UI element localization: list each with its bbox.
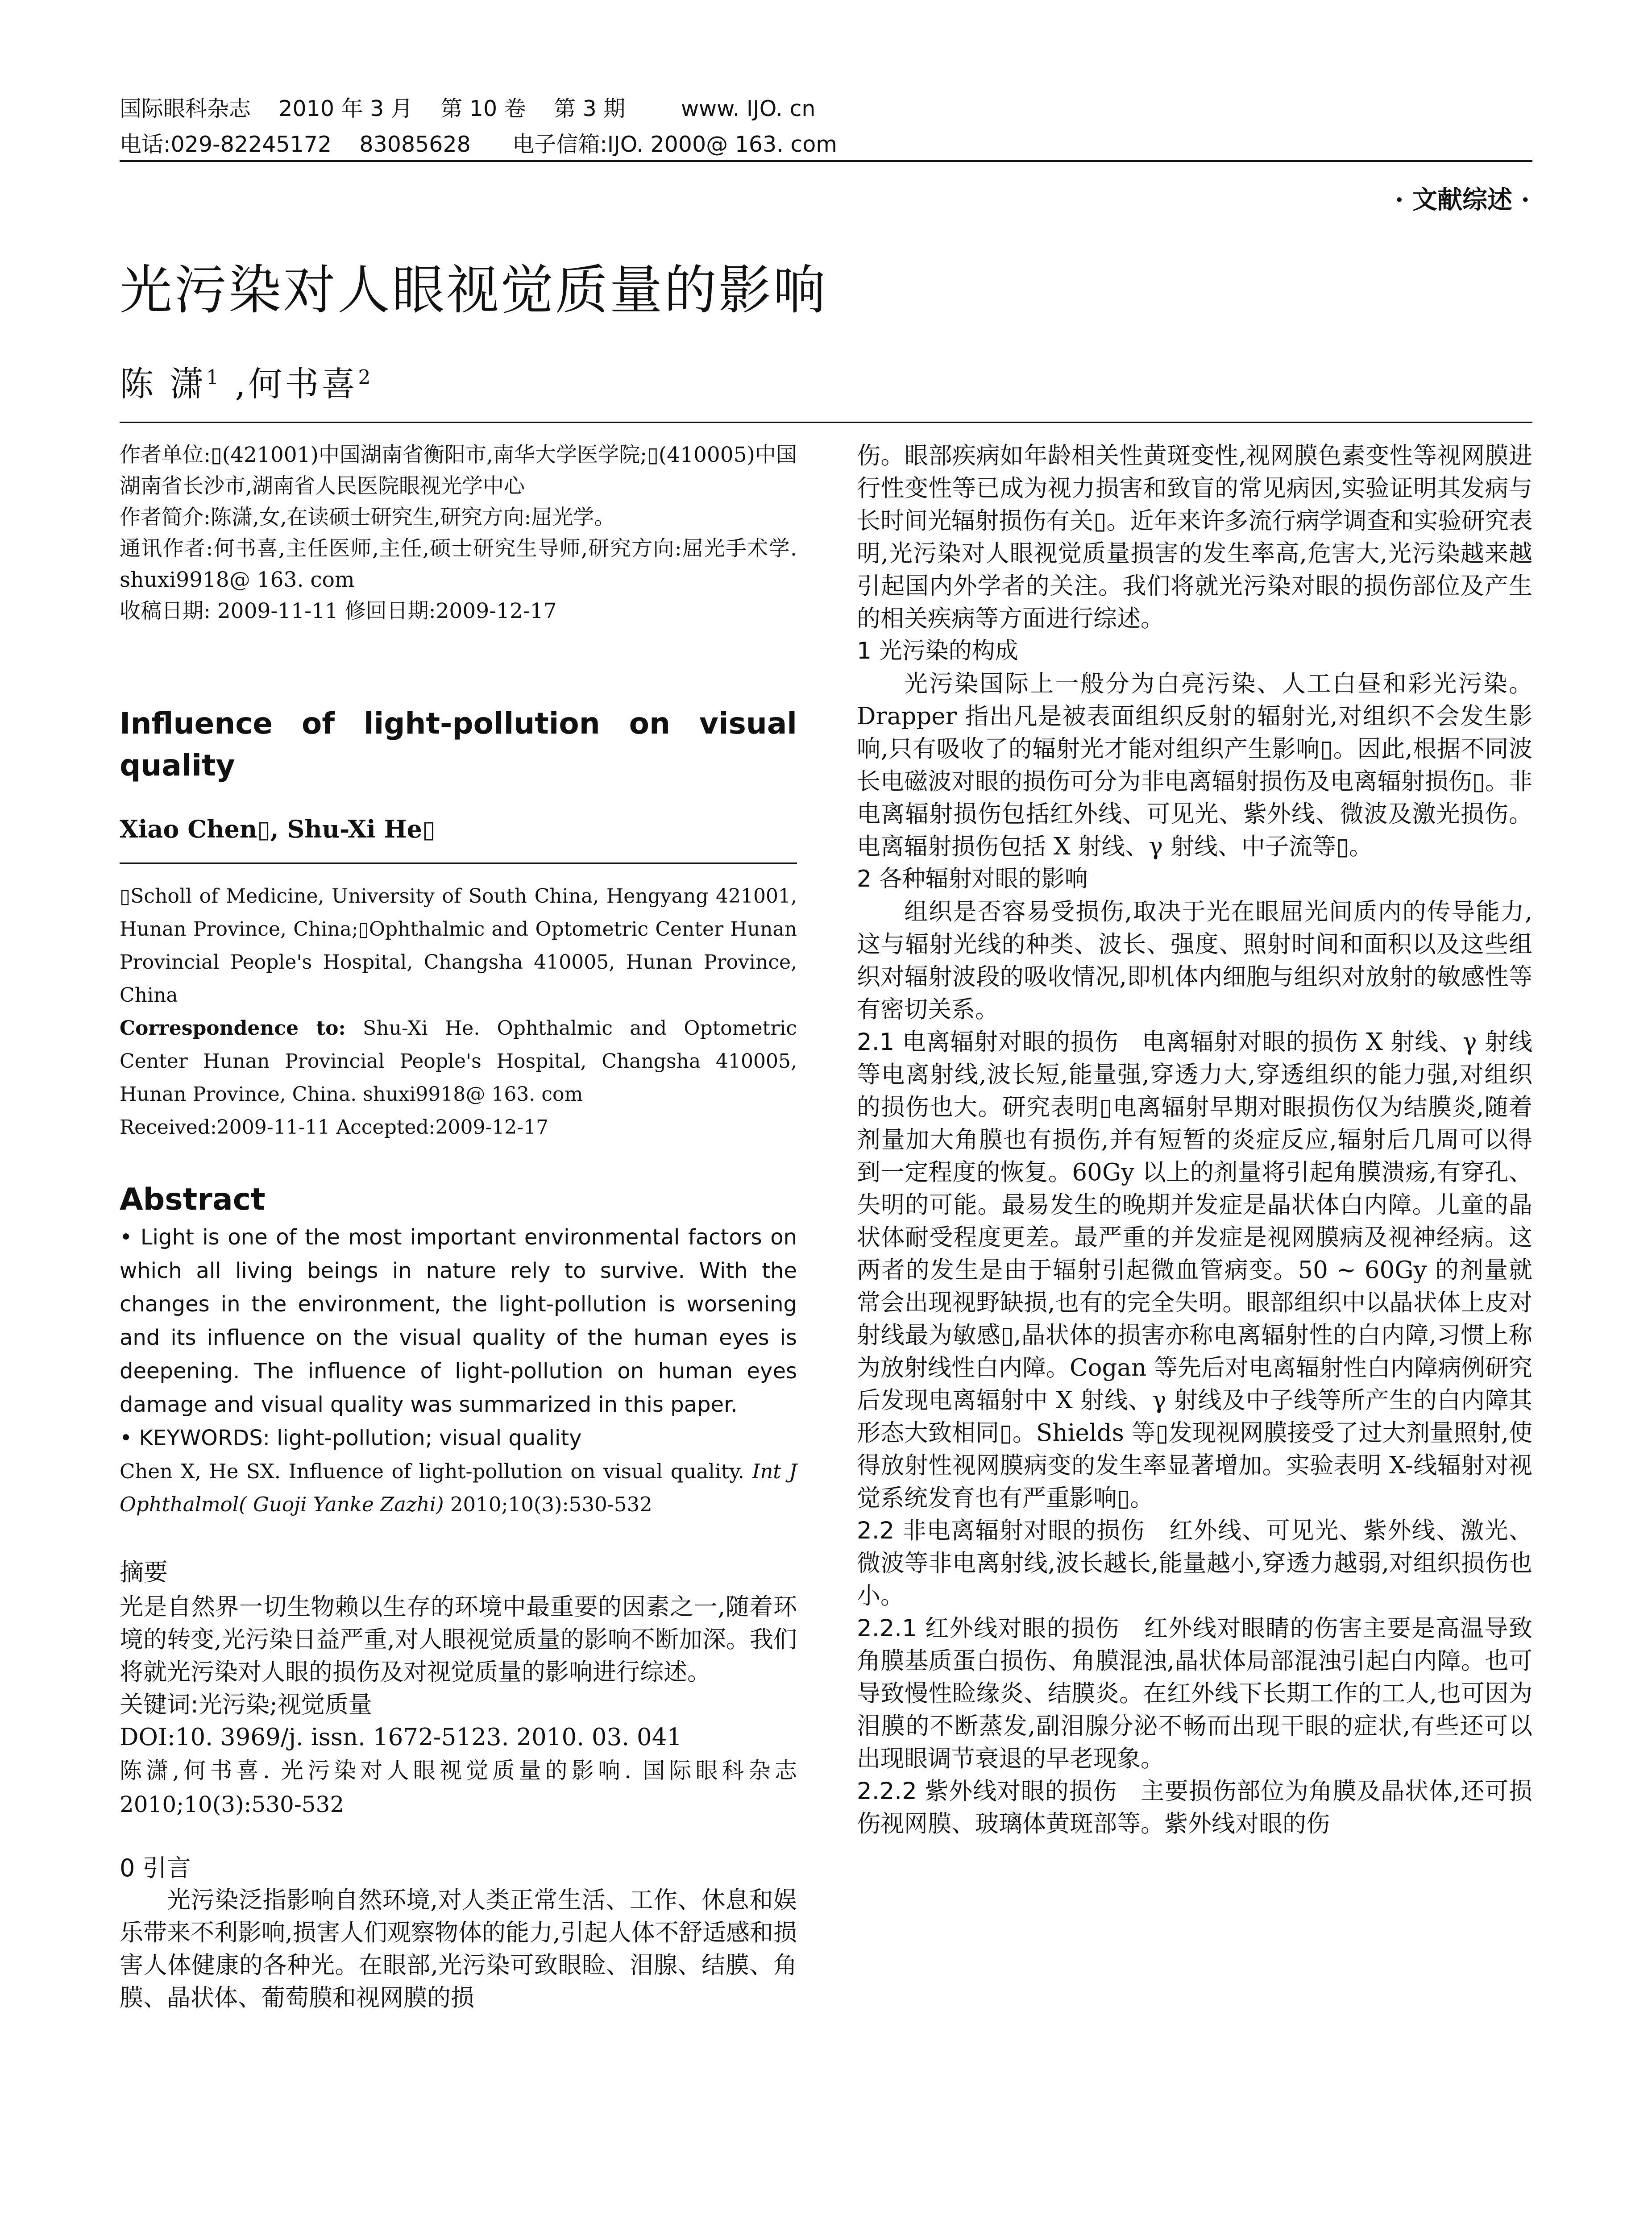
- section-2-1-body: 电离辐射对眼的损伤 X 射线、γ 射线等电离射线,波长短,能量强,穿透力大,穿透组织的能力强,对组织的损伤也大。研究表明▯电离辐射早期对眼损伤仅为结膜炎,随着剂量加大角膜也有损伤,并有短暂的炎症反应,辐射后几周可以得到一定程度的恢复。60Gy 以上的剂量将引起角膜溃疡,有穿孔、失明的可能。最易发生的晚期并发症是晶状体白内障。儿童的晶状体耐受程度更差。最严重的并发症是视网膜病及视神经病。这两者的发生是由于辐射引起微血管病变。50 ~ 60Gy 的剂量就常会出现视野缺损,也有的完全失明。眼部组织中以晶状体上皮对射线最为敏感▯,晶状体的损害亦称电离辐射性的白内障,习惯上称为放射线性白内障。Cogan 等先后对电离辐射性白内障病例研究后发现电离辐射中 X 射线、γ 射线及中子线等所产生的白内障其形态大致相同▯。Shields 等▯发现视网膜接受了过大剂量照射,使得放射性视网膜病变的发生率显著增加。实验表明 X-线辐射对视觉系统发育也有严重影响▯。: [857, 1028, 1533, 1512]
- section-2-2-2-heading: 2.2.2 紫外线对眼的损伤: [857, 1778, 1117, 1805]
- author-1-mark: 1: [206, 366, 222, 389]
- section-2-2-body: 红外线、可见光、紫外线、激光、微波等非电离射线,波长越长,能量越小,穿透力越弱,对组织损伤也小。: [857, 1517, 1532, 1609]
- citation-journal: Int J Ophthalmol( Guoji Yanke Zazhi): [120, 1460, 797, 1516]
- doi: DOI:10. 3969/j. issn. 1672-5123. 2010. 03. 041: [120, 1724, 682, 1751]
- title-rule: [120, 422, 1532, 423]
- abstract-keywords: • KEYWORDS: light-pollution; visual quality: [120, 1426, 582, 1451]
- english-title: Influence of light-pollution on visual quality: [120, 706, 797, 783]
- section-2-1: [857, 1026, 1532, 1514]
- cn-keywords-text: 光污染;视觉质量: [198, 1691, 372, 1718]
- dates-cn: 收稿日期: 2009-11-11 修回日期:2009-12-17: [120, 599, 557, 623]
- section-2-2: [857, 1514, 1532, 1612]
- english-authors: Xiao Chen▯, Shu-Xi He▯: [120, 815, 436, 843]
- cn-abstract-body: 光是自然界一切生物赖以生存的环境中最重要的因素之一,随着环境的转变,光污染日益严重,对人眼视觉质量的影响不断加深。我们将就光污染对人眼的损伤及对视觉质量的影响进行综述。: [120, 1593, 797, 1686]
- abstract-heading: Abstract: [120, 1182, 266, 1217]
- correspondence-label: Correspondence to:: [120, 1017, 346, 1040]
- citation-authors: Chen X, He SX. Influence of light-pollution on visual quality.: [120, 1460, 752, 1483]
- abstract-body: • Light is one of the most important environmental factors on which all living beings in nature rely to survive. With the changes in the environment, the light-pollution is worsening and its influence on the visual quality of the human eyes is deepening. The influence of light-pollution on human eyes damage and visual quality was summarized in this paper.: [120, 1225, 797, 1417]
- author-2: 何书喜: [248, 364, 358, 404]
- affiliation-unit: 作者单位:▯(421001)中国湖南省衡阳市,南华大学医学院;▯(410005)中国湖南省长沙市,湖南省人民医院眼视光学中心: [120, 443, 797, 498]
- author-bio: 作者简介:陈潇,女,在读硕士研究生,研究方向:屈光学。: [120, 505, 615, 530]
- section-2-2-1: [857, 1612, 1532, 1775]
- section-2-2-1-body: 红外线对眼睛的伤害主要是高温导致角膜基质蛋白损伤、角膜混浊,晶状体局部混浊引起白内障。也可导致慢性睑缘炎、结膜炎。在红外线下长期工作的工人,也可因为泪膜的不断蒸发,副泪腺分泌不畅而出现干眼的症状,有些还可以出现眼调节衰退的早老现象。: [857, 1615, 1533, 1772]
- english-correspondence: [120, 1012, 797, 1111]
- article-title: 光污染对人眼视觉质量的影响: [120, 259, 828, 321]
- left-column: [120, 440, 797, 2014]
- section-2-1-heading: 2.1 电离辐射对眼的损伤: [857, 1028, 1119, 1056]
- section-2-2-2: [857, 1775, 1532, 1840]
- header-rule: [120, 160, 1532, 162]
- author-2-mark: 2: [358, 366, 374, 389]
- cn-citation: 陈潇,何书喜. 光污染对人眼视觉质量的影响. 国际眼科杂志 2010;10(3):530-532: [120, 1758, 797, 1817]
- english-authors-rule: [120, 863, 797, 864]
- cn-abstract-heading: 摘要: [120, 1558, 168, 1586]
- intro-continued: 伤。眼部疾病如年龄相关性黄斑变性,视网膜色素变性等视网膜进行性变性等已成为视力损害和致盲的常见病因,实验证明其发病与长时间光辐射损伤有关▯。近年来许多流行病学调查和实验研究表明,光污染对人眼视觉质量损害的发生率高,危害大,光污染越来越引起国内外学者的关注。我们将就光污染对眼的损伤部位及产生的相关疾病等方面进行综述。: [857, 442, 1532, 632]
- section-2-heading: 2 各种辐射对眼的影响: [857, 866, 1088, 892]
- running-header-journal: 国际眼科杂志 2010 年 3 月 第 10 卷 第 3 期 www. IJO. cn: [120, 96, 816, 121]
- section-1-body: 光污染国际上一般分为白亮污染、人工白昼和彩光污染。Drapper 指出凡是被表面组织反射的辐射光,对组织不会发生影响,只有吸收了的辐射光才能对组织产生影响▯。因此,根据不同波长电磁波对眼的损伤可分为非电离辐射损伤及电离辐射损伤▯。非电离辐射损伤包括红外线、可见光、紫外线、微波及激光损伤。电离辐射损伤包括 X 射线、γ 射线、中子流等▯。: [857, 670, 1532, 860]
- section-2-2-2-body: 主要损伤部位为角膜及晶状体,还可损伤视网膜、玻璃体黄斑部等。紫外线对眼的伤: [857, 1778, 1532, 1837]
- section-2-2-1-heading: 2.2.1 红外线对眼的损伤: [857, 1615, 1120, 1642]
- running-header-contact: 电话:029-82245172 83085628 电子信箱:IJO. 2000@ 163. com: [120, 132, 838, 157]
- citation-volume: 2010;10(3):530-532: [444, 1493, 652, 1516]
- english-affiliation: ▯Scholl of Medicine, University of South China, Hengyang 421001, Hunan Province, China;▯Ophthalmic and Optometric Center Hunan Provincial People's Hospital, Changsha 410005, Hunan Province, China: [120, 885, 797, 1007]
- intro-heading: 0 引言: [120, 1854, 191, 1882]
- correspondence-text: Shu-Xi He. Ophthalmic and Optometric Center Hunan Provincial People's Hospital, Changsha 410005, Hunan Province, China. shuxi9918@ 163. com: [120, 1017, 797, 1106]
- english-dates: Received:2009-11-11 Accepted:2009-12-17: [120, 1116, 549, 1139]
- right-column: [857, 440, 1532, 1840]
- section-1-heading: 1 光污染的构成: [857, 638, 1018, 664]
- cn-keywords-label: 关键词:: [120, 1691, 199, 1718]
- authors-cn: [120, 357, 374, 406]
- section-2-body: 组织是否容易受损伤,取决于光在眼屈光间质内的传导能力,这与辐射光线的种类、波长、强度、照射时间和面积以及这些组织对辐射波段的吸收情况,即机体内细胞与组织对放射的敏感性等有密切关系。: [857, 898, 1532, 1023]
- corresponding-author: 通讯作者:何书喜,主任医师,主任,硕士研究生导师,研究方向:屈光手术学. shuxi9918@ 163. com: [120, 536, 797, 592]
- author-1: 陈 潇: [120, 364, 207, 404]
- english-citation: [120, 1455, 797, 1521]
- cn-keywords: [120, 1688, 797, 1721]
- intro-body: 光污染泛指影响自然环境,对人类正常生活、工作、休息和娱乐带来不利影响,损害人们观察物体的能力,引起人体不舒适感和损害人体健康的各种光。在眼部,光污染可致眼睑、泪腺、结膜、角膜、晶状体、葡萄膜和视网膜的损: [120, 1887, 797, 2011]
- section-2-2-heading: 2.2 非电离辐射对眼的损伤: [857, 1517, 1145, 1544]
- author-separator: ,: [221, 364, 249, 404]
- column-tag: · 文献综述 ·: [1395, 185, 1530, 215]
